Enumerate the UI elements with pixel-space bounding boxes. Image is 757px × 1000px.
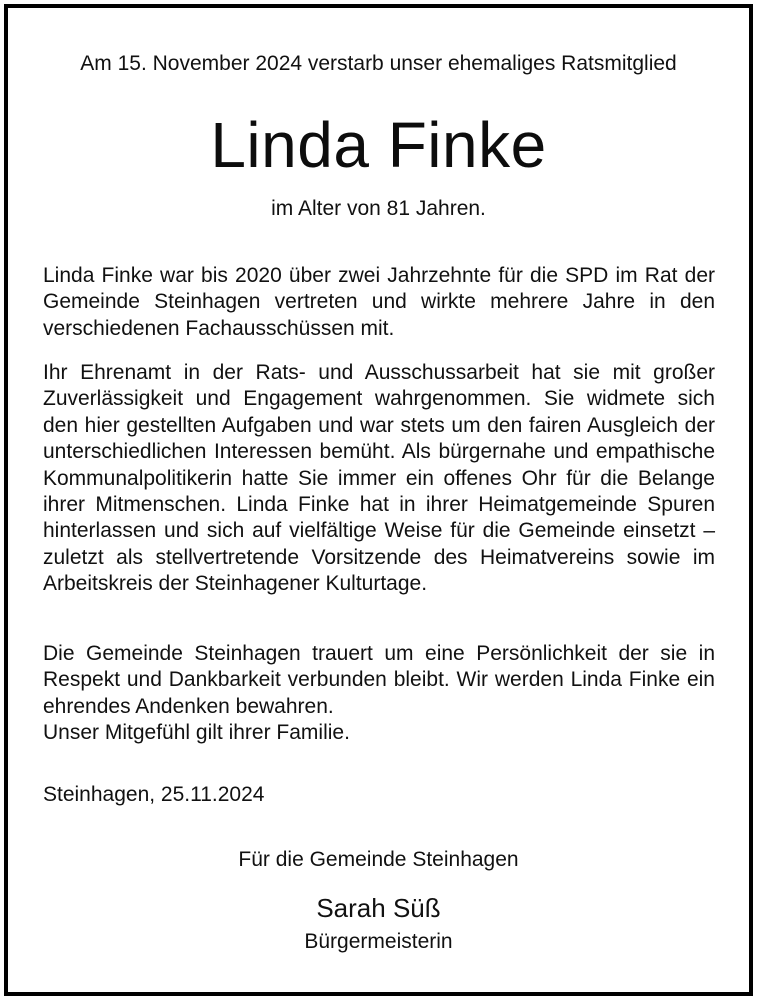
signer-role: Bürgermeisterin bbox=[304, 930, 453, 953]
condolence-family-line: Unser Mitgefühl gilt ihrer Familie. bbox=[43, 721, 350, 745]
condolence-text: Die Gemeinde Steinhagen trauert um eine Persönlichkeit der sie in Respekt und Dankbarkeit verbunden bleibt. Wir werden Linda Finke ein ehrendes Andenken bewahren. bbox=[43, 642, 715, 718]
place-date: Steinhagen, 25.11.2024 bbox=[43, 783, 265, 806]
deceased-name: Linda Finke bbox=[210, 109, 547, 181]
on-behalf-line: Für die Gemeinde Steinhagen bbox=[238, 848, 519, 871]
paragraph-condolence bbox=[43, 641, 715, 747]
age-line: im Alter von 81 Jahren. bbox=[271, 197, 486, 220]
intro-line: Am 15. November 2024 verstarb unser ehemaliges Ratsmitglied bbox=[80, 52, 677, 75]
signer-name: Sarah Süß bbox=[316, 893, 441, 923]
paragraph-honorary-office: Ihr Ehrenamt in der Rats- und Ausschussarbeit hat sie mit großer Zuverlässigkeit und Engagement wahrgenommen. Sie widmete sich den hier gestellten Aufgaben und war stets um den fairen Ausgleich der unterschiedlichen Interessen bemüht. Als bürgernahe und empathische Kommunalpolitikerin hatte Sie immer ein offenes Ohr für die Belange ihrer Mitmenschen. Linda Finke hat in ihrer Heimatgemeinde Spuren hinterlassen und sich auf vielfältige Weise für die Gemeinde einsetzt – zuletzt als stellvertretende Vorsitzende des Heimatvereins sowie im Arbeitskreis der Steinhagener Kulturtage. bbox=[43, 361, 715, 596]
paragraph-council-service: Linda Finke war bis 2020 über zwei Jahrzehnte für die SPD im Rat der Gemeinde Steinhagen vertreten und wirkte mehrere Jahre in den verschiedenen Fachausschüssen mit. bbox=[43, 264, 715, 340]
